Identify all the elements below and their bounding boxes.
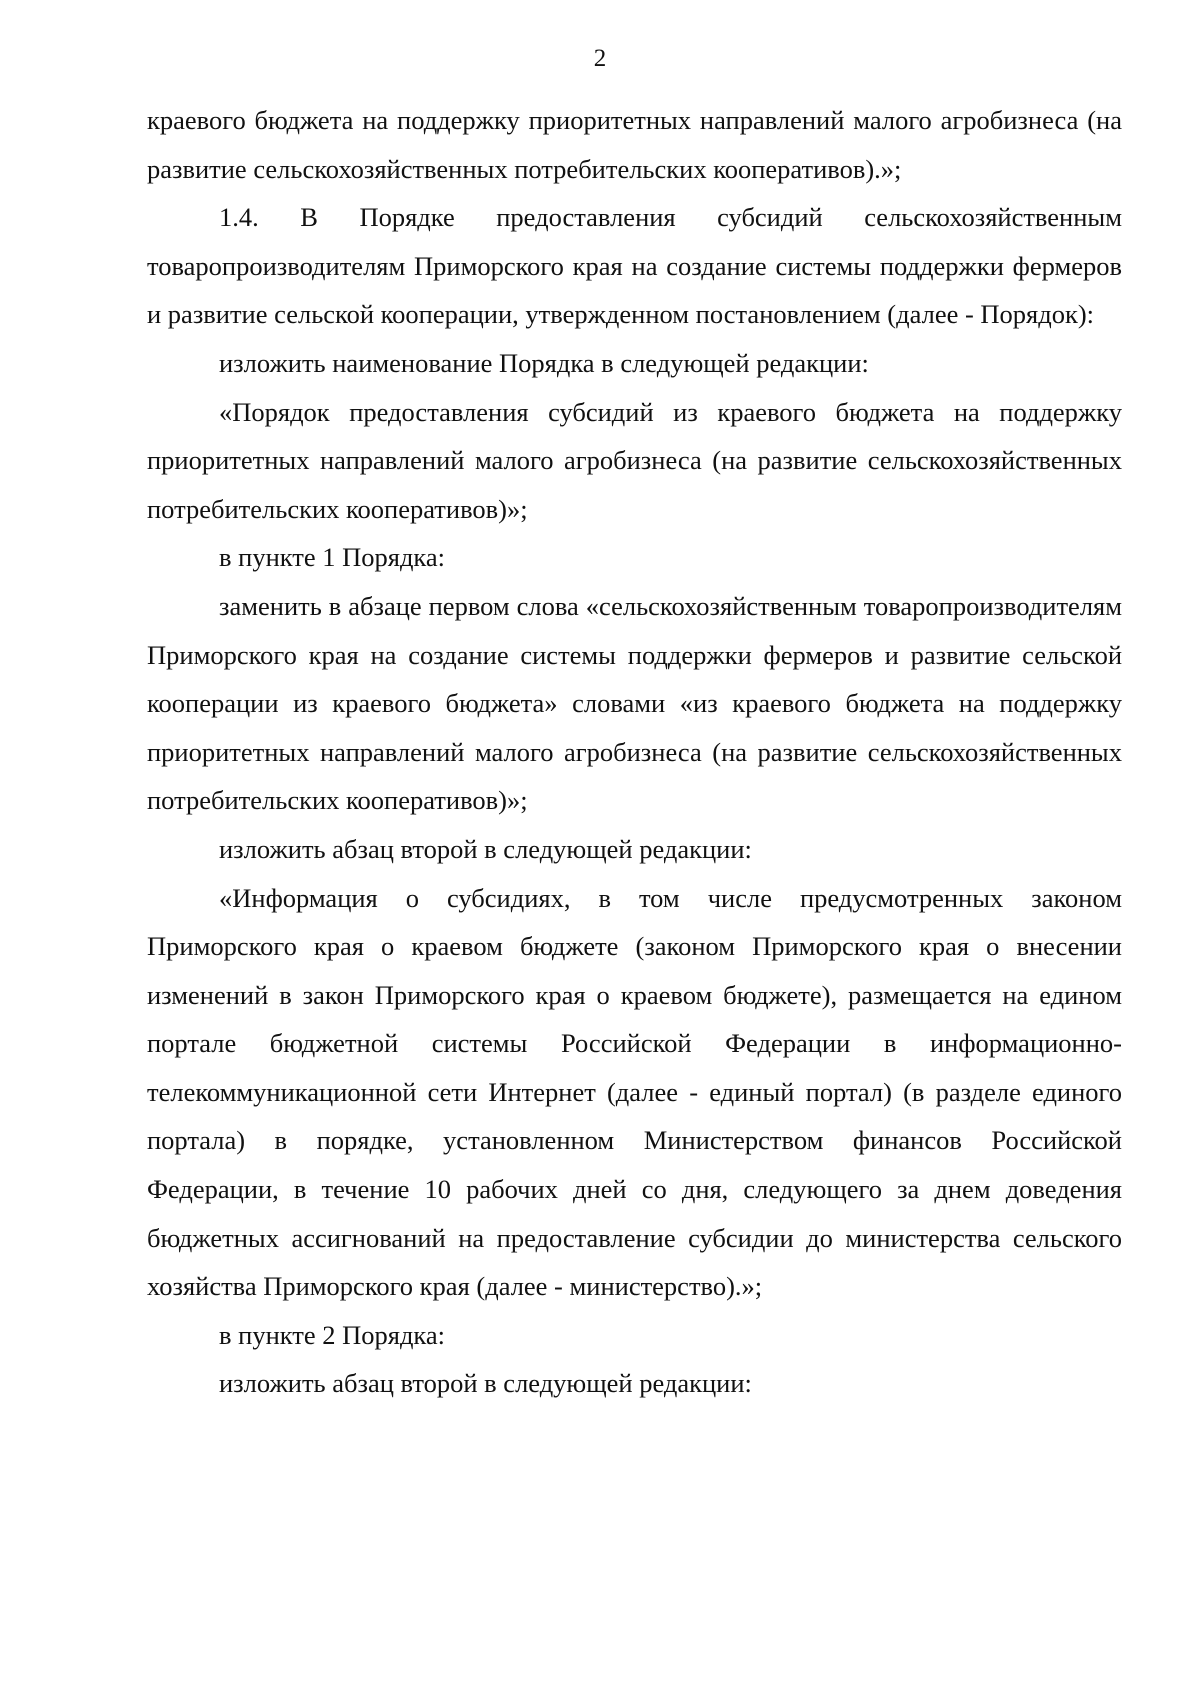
paragraph-item-1-4: 1.4. В Порядке предоставления субсидий сельскохозяйственным товаропроизводителям Приморского края на создание системы поддержки фермеров и развитие сельской кооперации, утвержденном постановлением (далее - Порядок): (147, 202, 1122, 330)
page-number: 2 (593, 45, 607, 72)
paragraph-subsidy-information: «Информация о субсидиях, в том числе предусмотренных законом Приморского края о краевом бюджете (законом Приморского края о внесении изменений в закон Приморского края о краевом бюджете), размещается на едином портале бюджетной системы Российской Федерации в информационно-телекоммуникационной сети Интернет (далее - единый портал) (в разделе единого портала) в порядке, установленном Министерством финансов Российской Федерации, в течение 10 рабочих дней со дня, следующего за днем доведения бюджетных ассигнований на предоставление субсидии до министерства сельского хозяйства Приморского края (далее - министерство).»; (147, 882, 1122, 1302)
paragraph-point-1: в пункте 1 Порядка: (219, 542, 446, 573)
paragraph-replace-words: заменить в абзаце первом слова «сельскохозяйственным товаропроизводителям Приморского края на создание системы поддержки фермеров и развитие сельской кооперации из краевого бюджета» словами «из краевого бюджета на поддержку приоритетных направлений малого агробизнеса (на развитие сельскохозяйственных потребительских кооперативов)»; (147, 590, 1122, 816)
paragraph-second-abzac-instruction: изложить абзац второй в следующей редакции: (219, 833, 752, 864)
document-body (147, 96, 1122, 1408)
paragraph-point-2: в пункте 2 Порядка: (219, 1319, 446, 1350)
paragraph-second-abzac-instruction-2: изложить абзац второй в следующей редакции: (219, 1368, 752, 1399)
paragraph-continuation: краевого бюджета на поддержку приоритетных направлений малого агробизнеса (на развитие сельскохозяйственных потребительских кооперативов).»; (147, 105, 1122, 184)
paragraph-rename-instruction: изложить наименование Порядка в следующей редакции: (219, 347, 869, 378)
paragraph-new-title: «Порядок предоставления субсидий из краевого бюджета на поддержку приоритетных направлений малого агробизнеса (на развитие сельскохозяйственных потребительских кооперативов)»; (147, 396, 1122, 524)
